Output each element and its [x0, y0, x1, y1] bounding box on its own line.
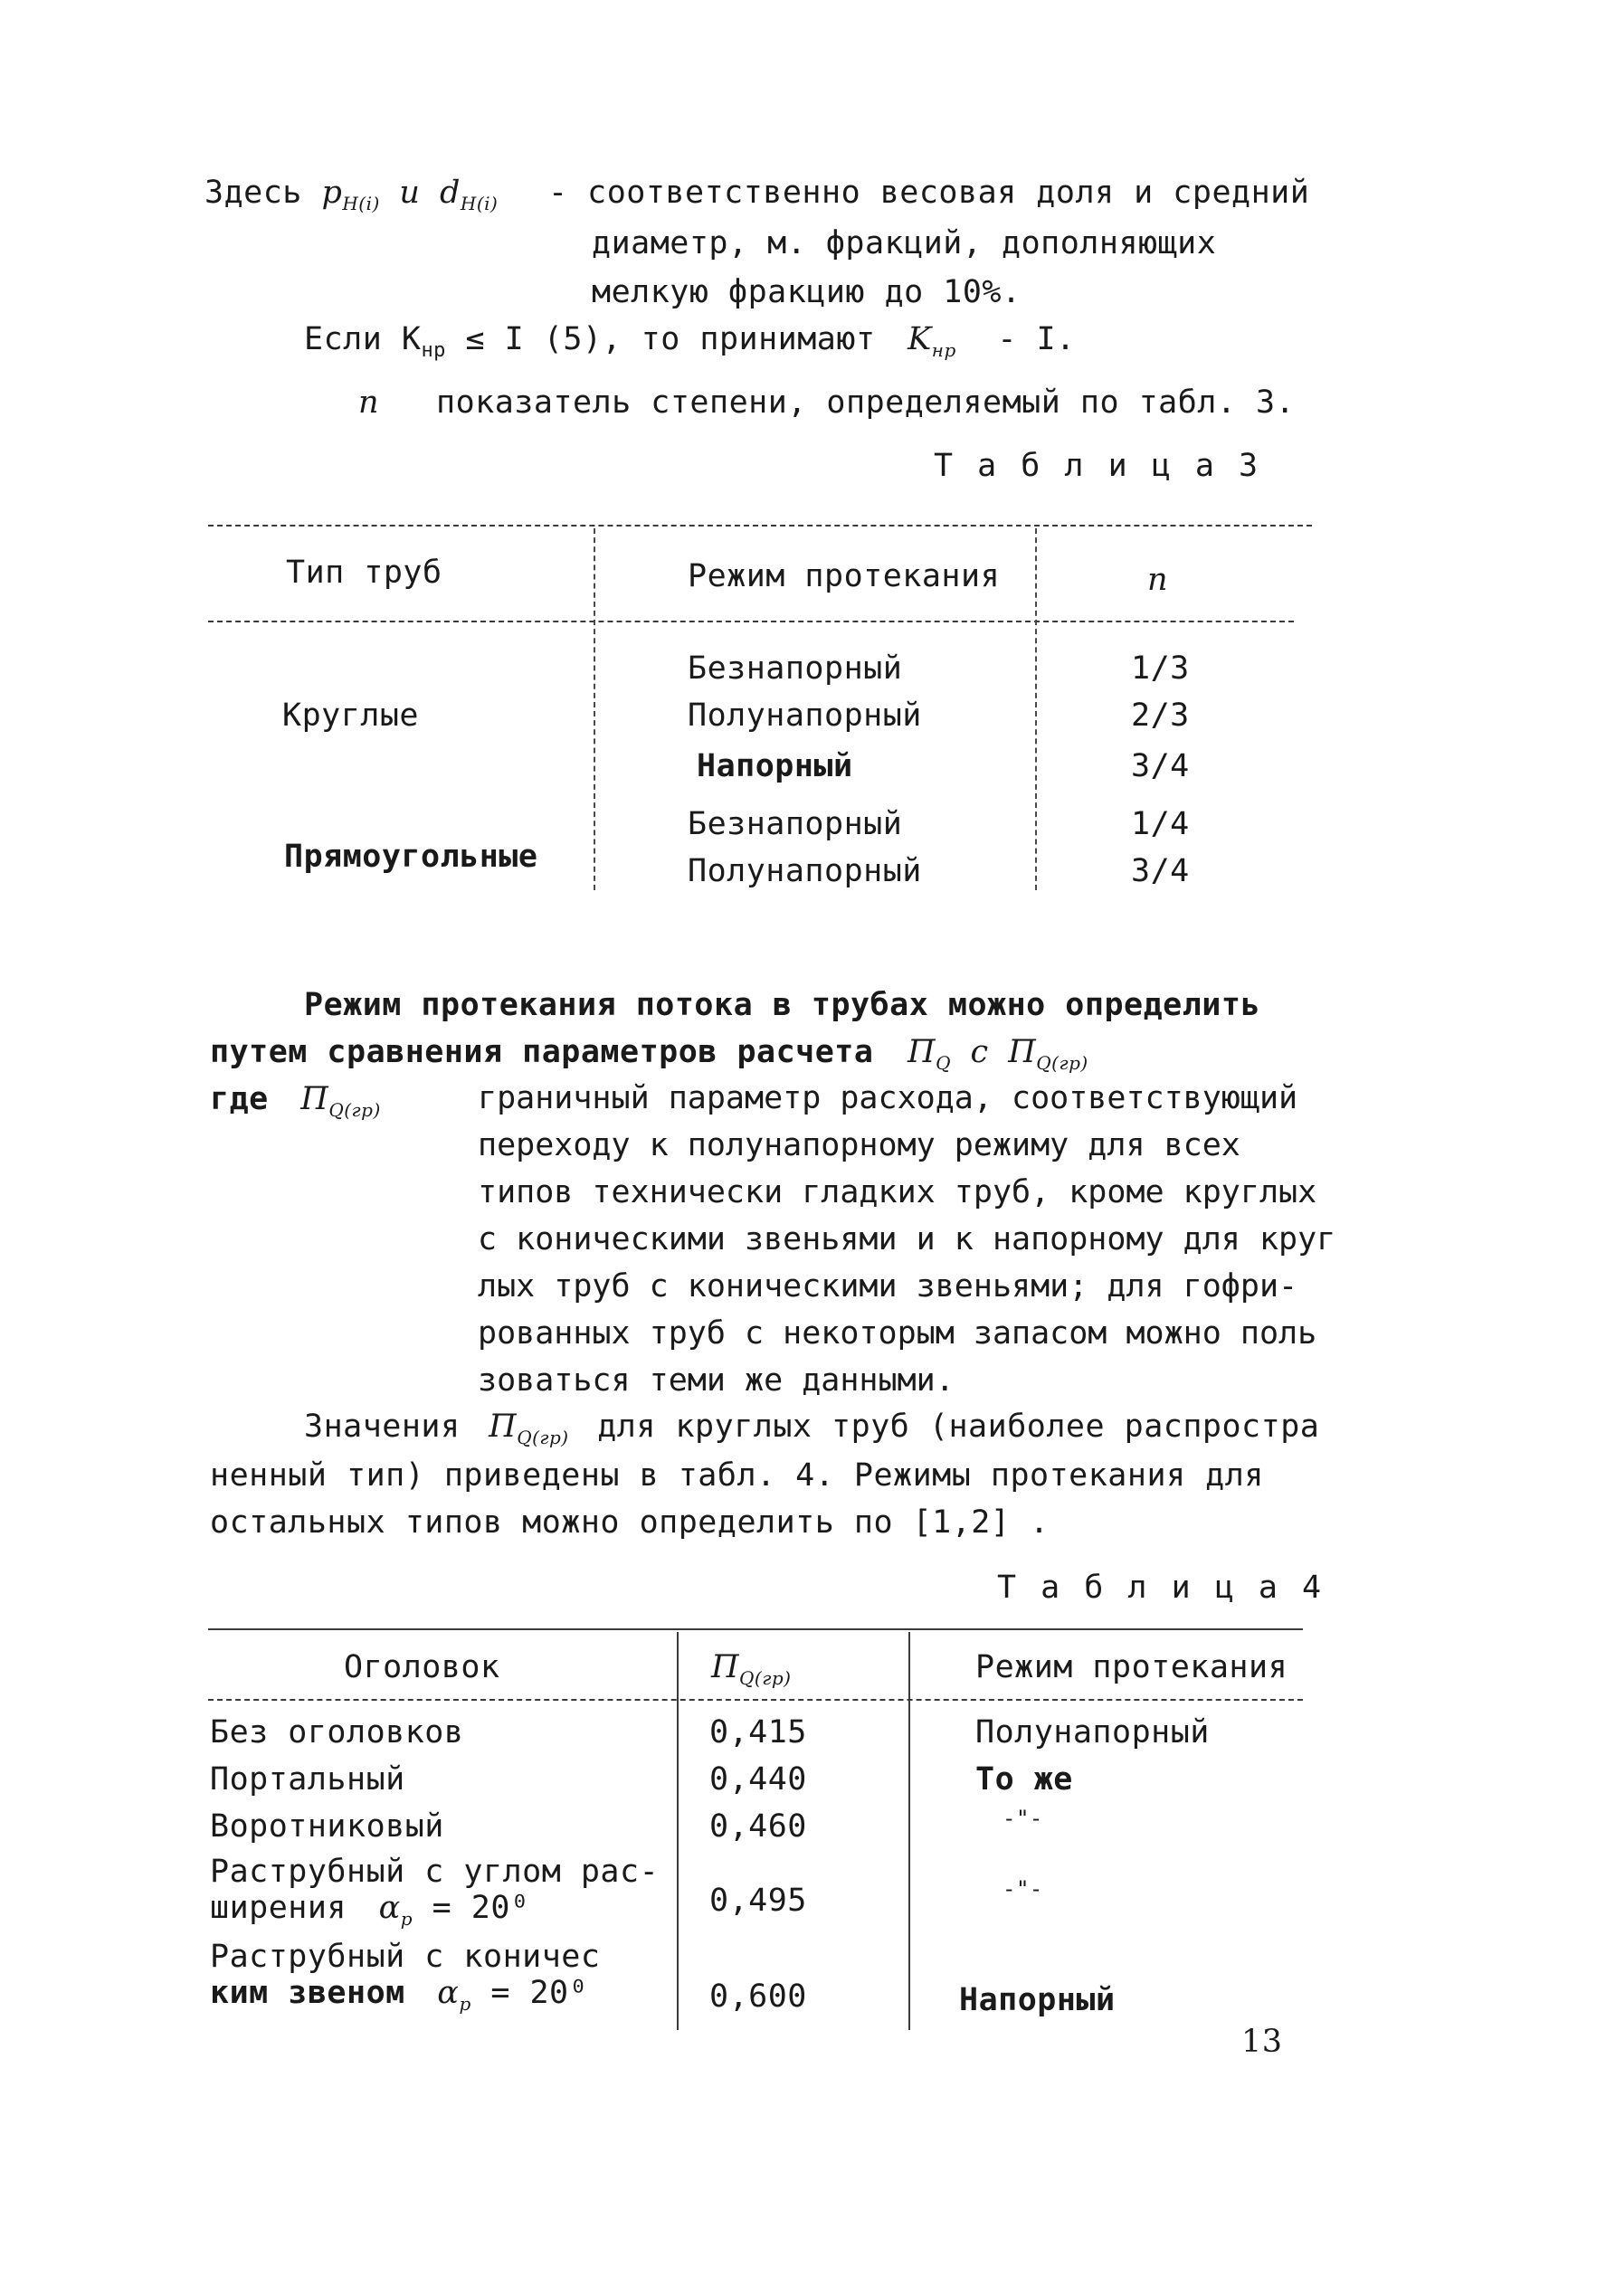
definition-line-1: - соответственно весовая доля и средний — [548, 175, 1310, 211]
table3-mode: Полунапорный — [688, 853, 922, 889]
table4-head-cell: Раструбный с коничес — [210, 1939, 601, 1975]
table3-n: 3/4 — [1131, 853, 1190, 889]
table4-head-cell: Портальный — [210, 1761, 405, 1798]
para1-def-line: зоваться теми же данными. — [478, 1362, 955, 1399]
table4-header-param: $П_{Q(гр)}$ — [711, 1649, 792, 1689]
table4-mode-cell: -"- — [1003, 1876, 1043, 1902]
table3-caption: Т а б л и ц а 3 — [934, 448, 1261, 484]
table3-n: 1/4 — [1131, 806, 1190, 842]
table3-n: 2/3 — [1131, 697, 1190, 734]
table3-type-round: Круглые — [282, 697, 420, 734]
para1-def-line: типов технически гладких труб, кроме круглых — [478, 1174, 1317, 1210]
conjunction-and: и — [399, 175, 421, 211]
table3-mode: Напорный — [697, 748, 853, 784]
table4-header-rule — [208, 1699, 1303, 1701]
table4-col-divider-1 — [677, 1632, 679, 2030]
page-number: 13 — [1241, 2024, 1283, 2060]
table3-type-rect: Прямоугольные — [284, 839, 538, 875]
table4-header-mode: Режим протекания — [975, 1649, 1288, 1685]
para1-line2: путем сравнения параметров расчета $П_Q$ с $П_{Q(гр)}$ — [210, 1034, 1088, 1074]
table4-header-head: Оголовок — [344, 1649, 500, 1685]
table4-caption: Т а б л и ц а 4 — [997, 1570, 1325, 1606]
table4-value-cell: 0,415 — [709, 1714, 807, 1750]
para1-definition — [478, 1075, 1335, 1404]
table4-value-cell: 0,460 — [709, 1808, 807, 1845]
para2-line1: Значения $П_{Q(гр)}$ для круглых труб (наиболее распростра — [304, 1409, 1320, 1448]
table4-mode-cell: То же — [975, 1761, 1073, 1798]
intro-prefix: Здесь — [204, 175, 302, 211]
table3-top-rule — [208, 525, 1312, 527]
table4-head-cell: Воротниковый — [210, 1808, 444, 1845]
table4-value-cell: 0,440 — [709, 1761, 807, 1798]
definition-line-3: мелкую фракцию до 10%. — [592, 274, 1022, 310]
table4-head-cell: ким звеном $\alpha_р = 20^0$ — [210, 1975, 589, 2015]
symbol-d: $d_{H(i)}$ — [440, 175, 499, 214]
condition-line: Если $К_{нр} \le I$ (5), то принимают $K_{нр}$ - I. — [304, 321, 1076, 362]
para1-def-line: с коническими звеньями и к напорному для круг — [478, 1221, 1336, 1257]
para1-def-line: лых труб с коническими звеньями; для гофри- — [478, 1268, 1298, 1305]
n-definition: показатель степени, определяемый по табл. 3. — [436, 384, 1296, 421]
para2-line3: остальных типов можно определить по [1,2] . — [210, 1504, 1050, 1541]
para2-line2: ненный тип) приведены в табл. 4. Режимы протекания для — [210, 1457, 1264, 1494]
para1-def-line: граничный параметр расхода, соответствующий — [478, 1080, 1298, 1116]
table4-mode-cell: -"- — [1003, 1806, 1043, 1831]
table4-mode-cell: Полунапорный — [975, 1714, 1210, 1750]
table3-col-divider-1 — [594, 528, 595, 890]
table3-n: 3/4 — [1131, 748, 1190, 784]
table4-mode-cell: Напорный — [959, 1982, 1116, 2018]
table3-mode: Безнапорный — [688, 650, 903, 687]
table3-mode: Безнапорный — [688, 806, 903, 842]
table4-value-cell: 0,600 — [709, 1978, 807, 2015]
table4-col-divider-2 — [908, 1632, 910, 2030]
para1-def-line: переходу к полунапорному режиму для всех — [478, 1127, 1240, 1163]
table4-head-cell: Без оголовков — [210, 1714, 464, 1750]
table3-header-type: Тип труб — [286, 555, 442, 591]
table4-value-cell: 0,495 — [709, 1883, 807, 1919]
para1-def-line: рованных труб с некоторым запасом можно поль — [478, 1315, 1317, 1352]
table3-mode: Полунапорный — [688, 697, 922, 734]
para1-line1: Режим протекания потока в трубах можно определить — [304, 987, 1261, 1023]
symbol-p: $p_{H(i)}$ — [321, 175, 380, 214]
para1-where: где $П_{Q(гр)}$ — [210, 1081, 381, 1121]
table3-header-mode: Режим протекания — [688, 558, 1001, 594]
table4-head-cell: Раструбный с углом рас- — [210, 1854, 660, 1890]
table3-header-n: n — [1147, 562, 1169, 598]
table4-head-cell: ширения $\alpha_р = 20^0$ — [210, 1890, 530, 1930]
table3-n: 1/3 — [1131, 650, 1190, 687]
n-symbol: n — [358, 384, 380, 421]
definition-line-2: диаметр, м. фракций, дополняющих — [592, 225, 1217, 261]
table3-header-rule — [208, 621, 1294, 622]
table4-top-rule — [208, 1628, 1303, 1630]
table3-col-divider-2 — [1035, 528, 1037, 890]
